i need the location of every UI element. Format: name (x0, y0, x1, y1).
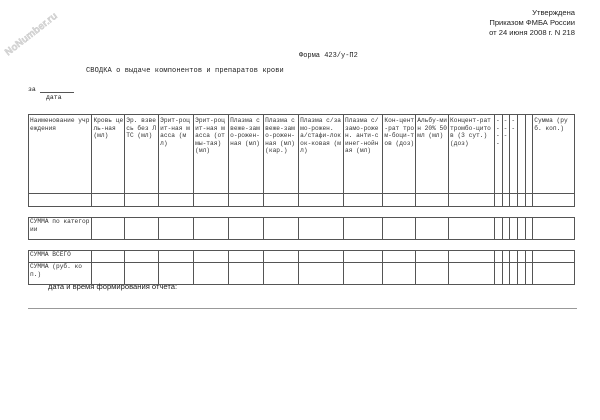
table-cell (264, 194, 299, 207)
column-header: Кровь цель-ная (мл) (92, 115, 125, 194)
table-cell (299, 251, 344, 263)
table-cell (229, 263, 264, 285)
watermark-text: NoNumber.ru (3, 10, 60, 59)
column-header: Плазма свеже-замо-рожен-ная (мл) (кар.) (264, 115, 299, 194)
sum-total-row (29, 251, 575, 263)
table-cell (416, 263, 449, 285)
table-cell (194, 194, 229, 207)
column-header: Эрит-роцит-ная масса (мл) (159, 115, 194, 194)
table-cell (344, 218, 383, 240)
spacer-cell (29, 240, 575, 251)
table-cell (510, 218, 518, 240)
table-cell (449, 263, 495, 285)
table-cell (495, 194, 503, 207)
table-cell (229, 218, 264, 240)
table-cell (517, 194, 525, 207)
table-cell (495, 218, 503, 240)
bottom-rule (28, 308, 577, 309)
table-cell (510, 194, 518, 207)
sum-by-category-row (29, 218, 575, 240)
table-cell (229, 251, 264, 263)
table-cell (383, 194, 416, 207)
column-header: Сумма (руб. коп.) (533, 115, 575, 194)
table-cell (517, 251, 525, 263)
table-cell (344, 263, 383, 285)
table-cell (299, 263, 344, 285)
column-header: - - - - (495, 115, 503, 194)
table-cell (525, 263, 533, 285)
approval-line-1: Утверждена (532, 8, 575, 17)
table-cell (510, 263, 518, 285)
table-cell (533, 263, 575, 285)
table-cell (29, 194, 92, 207)
table-cell (449, 218, 495, 240)
table-cell (299, 218, 344, 240)
table-cell (525, 194, 533, 207)
table-cell (533, 194, 575, 207)
table-cell (264, 218, 299, 240)
summary-table (28, 114, 575, 285)
table-cell (229, 194, 264, 207)
table-cell (92, 194, 125, 207)
table-cell (510, 251, 518, 263)
table-cell (525, 218, 533, 240)
column-header: - - - (502, 115, 510, 194)
date-input-line (40, 92, 74, 93)
column-header: - - (510, 115, 518, 194)
table-cell (502, 251, 510, 263)
approval-line-3: от 24 июня 2008 г. N 218 (489, 28, 575, 37)
column-header: Кон-цент-рат тром-боци-тов (доз) (383, 115, 416, 194)
row-label: СУММА ВСЕГО (29, 251, 92, 263)
table-cell (125, 194, 159, 207)
column-header: Альбу-мин 20% 50 мл (мл) (416, 115, 449, 194)
spacer-row (29, 207, 575, 218)
document-title: СВОДКА о выдаче компонентов и препаратов крови (86, 67, 284, 75)
column-header: Наименование учреждения (29, 115, 92, 194)
table-cell (495, 263, 503, 285)
table-cell (92, 251, 125, 263)
table-cell (502, 218, 510, 240)
date-prefix: за (28, 86, 36, 93)
table-cell (502, 263, 510, 285)
approval-block (489, 8, 575, 38)
table-cell (264, 251, 299, 263)
column-header: Эрит-роцит-ная масса (отмы-тая) (мл) (194, 115, 229, 194)
table-cell (449, 251, 495, 263)
table-cell (525, 251, 533, 263)
header-row (29, 115, 575, 194)
table-cell (264, 263, 299, 285)
table-cell (383, 251, 416, 263)
table-cell (416, 218, 449, 240)
column-header: Эр. взвесь без ЛТС (мл) (125, 115, 159, 194)
table-cell (449, 194, 495, 207)
table-cell (159, 218, 194, 240)
table-cell (125, 251, 159, 263)
table-cell (533, 251, 575, 263)
table-cell (194, 251, 229, 263)
table-cell (416, 194, 449, 207)
watermark (0, 4, 108, 64)
data-row (29, 194, 575, 207)
column-header (525, 115, 533, 194)
table-cell (533, 218, 575, 240)
column-header (517, 115, 525, 194)
table-cell (159, 251, 194, 263)
table-cell (159, 194, 194, 207)
date-caption: дата (46, 94, 62, 101)
table-cell (194, 263, 229, 285)
column-header: Плазма свеже-замо-рожен-ная (мл) (229, 115, 264, 194)
table-cell (125, 218, 159, 240)
table-cell (517, 218, 525, 240)
table-cell (299, 194, 344, 207)
table-cell (344, 194, 383, 207)
table-cell (194, 218, 229, 240)
column-header: Плазма с/замо-рожен. анти-синег-нойная (мл) (344, 115, 383, 194)
spacer-cell (29, 207, 575, 218)
spacer-row (29, 240, 575, 251)
table-cell (416, 251, 449, 263)
form-number: Форма 423/у-П2 (299, 52, 358, 60)
approval-line-2: Приказом ФМБА России (489, 18, 575, 27)
table-cell (344, 251, 383, 263)
column-header: Плазма с/замо-рожен. а/стафи-локок-ковая (мл) (299, 115, 344, 194)
column-header: Концент-рат тромбо-цитов (3 сут.) (доз) (449, 115, 495, 194)
row-label: СУММА (руб. коп.) (29, 263, 92, 285)
table-cell (502, 194, 510, 207)
table-cell (383, 218, 416, 240)
report-date-time-label: дата и время формирования отчета: (48, 282, 178, 291)
table-cell (383, 263, 416, 285)
table-cell (495, 251, 503, 263)
table-cell (517, 263, 525, 285)
row-label: СУММА по категории (29, 218, 92, 240)
table-cell (92, 218, 125, 240)
